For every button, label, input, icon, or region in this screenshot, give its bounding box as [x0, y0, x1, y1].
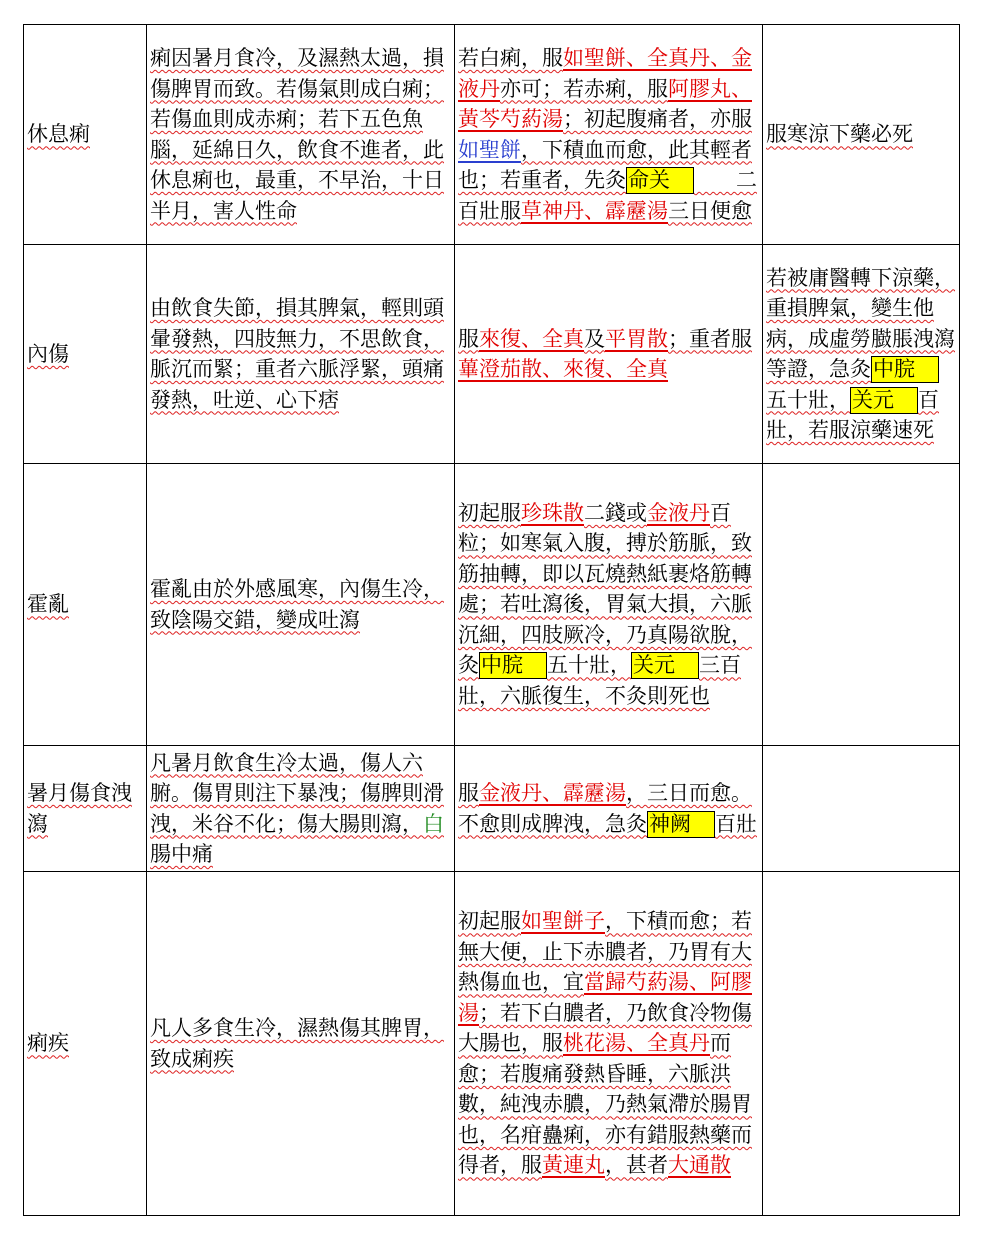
- note-cell: [763, 746, 960, 872]
- acupoint-highlight: 关元: [631, 652, 699, 679]
- remedy-name: 來復: [479, 326, 521, 351]
- remedy-name: 丹: [689, 46, 710, 70]
- remedy-name: 、: [542, 357, 563, 381]
- text-segment: 服: [458, 326, 479, 351]
- table-row: [24, 464, 960, 746]
- disease-name: 痢疾: [27, 1031, 69, 1056]
- remedy-name: 桃花湯: [563, 1031, 626, 1056]
- text-segment: 亦可；若赤痢，服: [500, 76, 668, 101]
- text-segment: 初起服: [458, 500, 521, 525]
- text-segment: 凡暑月飲食生冷太過，傷人六腑。傷胃則注下暴洩；傷脾則滑洩，米谷不化；傷大腸則瀉，: [150, 750, 444, 836]
- acupoint-highlight: 中脘: [871, 356, 939, 383]
- text-segment: 三百壯，六脈復生，不灸則死也: [458, 653, 741, 708]
- disease-name: 霍亂: [27, 592, 69, 617]
- table-row: [24, 25, 960, 245]
- cause-cell: [147, 464, 455, 746]
- cause-cell: [147, 245, 455, 464]
- remedy-name: 黃芩芍葯湯: [458, 107, 563, 131]
- text-segment: 初起服: [458, 909, 521, 934]
- remedy-name: 草神丹: [521, 198, 584, 223]
- remedy-name: 如聖餅: [563, 46, 626, 70]
- remedy-name: 霹靂湯: [605, 198, 668, 223]
- text-segment: ，甚者: [605, 1153, 668, 1178]
- text-segment: ，下積血而愈，此其輕者也；若重者，先灸: [458, 137, 752, 192]
- note-cell: [763, 245, 960, 464]
- disease-name-cell: [24, 872, 147, 1216]
- remedy-name: 全真: [626, 357, 668, 381]
- text-segment: 百壯: [715, 811, 757, 836]
- remedy-name: 全真丹: [647, 1031, 710, 1056]
- acupoint-highlight: 关元: [850, 387, 918, 414]
- text-segment: 若白痢，服: [458, 46, 563, 70]
- treatment-cell: [455, 746, 763, 872]
- remedy-name: 、: [710, 46, 731, 70]
- remedy-name: 珍珠散: [521, 500, 584, 525]
- text-segment: ；重者服: [668, 326, 752, 351]
- disease-name: 暑月傷食洩瀉: [27, 781, 132, 836]
- remedy-name-link: 如聖餅: [458, 137, 521, 162]
- acupoint-highlight: 神阙: [647, 811, 715, 838]
- remedy-name: 霹靂湯: [563, 781, 626, 805]
- treatment-cell: [455, 872, 763, 1216]
- text-segment: ；初起腹痛者，亦服: [563, 107, 752, 131]
- remedy-name: 、: [521, 326, 542, 351]
- text-segment: 若被庸醫轉下涼藥，重損脾氣，變生他病，成虛勞臌脹洩瀉等證，急灸: [766, 265, 955, 381]
- cause-text: 霍亂由於外感風寒，內傷生冷，致陰陽交錯，變成吐瀉: [150, 577, 444, 632]
- remedy-name: 如聖餅子: [521, 909, 605, 934]
- acupoint-highlight: 中脘: [479, 652, 547, 679]
- remedy-name: 、: [542, 781, 563, 805]
- text-segment: 三日便愈: [668, 198, 752, 223]
- acupoint-highlight: 命关: [626, 167, 694, 194]
- remedy-table: [23, 24, 960, 1216]
- remedy-name: 黃連丸: [542, 1153, 605, 1178]
- text-segment: 百壯，若服涼藥速死: [766, 387, 939, 442]
- remedy-name: 蓽澄茄散: [458, 357, 542, 381]
- table-row: [24, 746, 960, 872]
- disease-name-cell: [24, 245, 147, 464]
- disease-name: 休息痢: [27, 122, 90, 147]
- remedy-name: 金液丹: [647, 500, 710, 525]
- remedy-name: 平胃散: [605, 326, 668, 351]
- remedy-name: 、: [626, 46, 647, 70]
- cause-cell: [147, 25, 455, 245]
- text-segment: 及: [584, 326, 605, 351]
- text-segment: 服: [458, 781, 479, 805]
- text-segment: 二百壯服: [458, 168, 757, 223]
- remedy-name: 阿膠丸: [668, 76, 731, 101]
- disease-name-cell: [24, 464, 147, 746]
- table-row: [24, 872, 960, 1216]
- remedy-name: 、: [731, 76, 752, 101]
- remedy-name: 金液丹: [458, 46, 752, 101]
- remedy-name: 來復: [563, 357, 605, 381]
- note-cell: [763, 25, 960, 245]
- text-segment: 二錢或: [584, 500, 647, 525]
- text-segment: 百粒；如寒氣入腹，搏於筋脈，致筋抽轉，即以瓦燒熱紙裹烙筋轉處；若吐瀉後，胃氣大損，六脈沉細，四肢厥冷，乃真陽欲脫，灸: [458, 500, 752, 678]
- remedy-name: 阿膠湯: [458, 970, 752, 1025]
- treatment-cell: [455, 245, 763, 464]
- remedy-name: 、: [605, 357, 626, 381]
- disease-name-cell: [24, 746, 147, 872]
- text-segment: 白: [423, 811, 444, 836]
- note-cell: [763, 872, 960, 1216]
- cause-text: 由飲食失節，損其脾氣，輕則頭暈發熱，四肢無力，不思飲食，脈沉而緊；重者六脈浮緊，頭痛發熱，吐逆、心下痞: [150, 296, 444, 412]
- disease-name: 內傷: [27, 341, 69, 366]
- remedy-name: 、: [584, 198, 605, 223]
- table-row: [24, 245, 960, 464]
- text-segment: 而愈；若腹痛發熱昏睡，六脈洪數，純洩赤膿，乃熱氣滯於腸胃也，名疳蠱痢，亦有錯服熱藥而得者，服: [458, 1031, 752, 1178]
- remedy-name: 、: [689, 970, 710, 995]
- remedy-name: 大通散: [668, 1153, 731, 1178]
- text-segment: 五十壯，: [766, 387, 850, 412]
- cause-cell: [147, 872, 455, 1216]
- treatment-cell: [455, 464, 763, 746]
- note-cell: [763, 464, 960, 746]
- cause-text: 痢因暑月食冷，及濕熱太過，損傷脾胃而致。若傷氣則成白痢；若傷血則成赤痢；若下五色魚腦，延綿日久，飲食不進者，此休息痢也，最重，不早治，十日半月，害人性命: [150, 46, 444, 223]
- remedy-name: 、: [626, 1031, 647, 1056]
- text-segment: 五十壯，: [547, 653, 631, 678]
- remedy-name: 全真: [542, 326, 584, 351]
- text-segment: 服寒涼下藥必死: [766, 122, 913, 147]
- cause-text: 凡人多食生冷，濕熱傷其脾胃，致成痢疾: [150, 1016, 444, 1071]
- remedy-name: 金液丹: [479, 781, 542, 805]
- text-segment: ，三日而愈。不愈則成脾洩，急灸: [458, 781, 752, 836]
- disease-name-cell: [24, 25, 147, 245]
- remedy-name: 全真: [647, 46, 689, 70]
- cause-cell: [147, 746, 455, 872]
- text-segment: ；若下白膿者，乃飲食冷物傷大腸也，服: [458, 1000, 752, 1056]
- treatment-cell: [455, 25, 763, 245]
- text-segment: ，下積而愈；若無大便，止下赤膿者，乃胃有大熱傷血也，宜: [458, 909, 752, 995]
- remedy-name: 當歸芍葯湯: [584, 970, 689, 995]
- text-segment: 腸中痛: [150, 842, 213, 866]
